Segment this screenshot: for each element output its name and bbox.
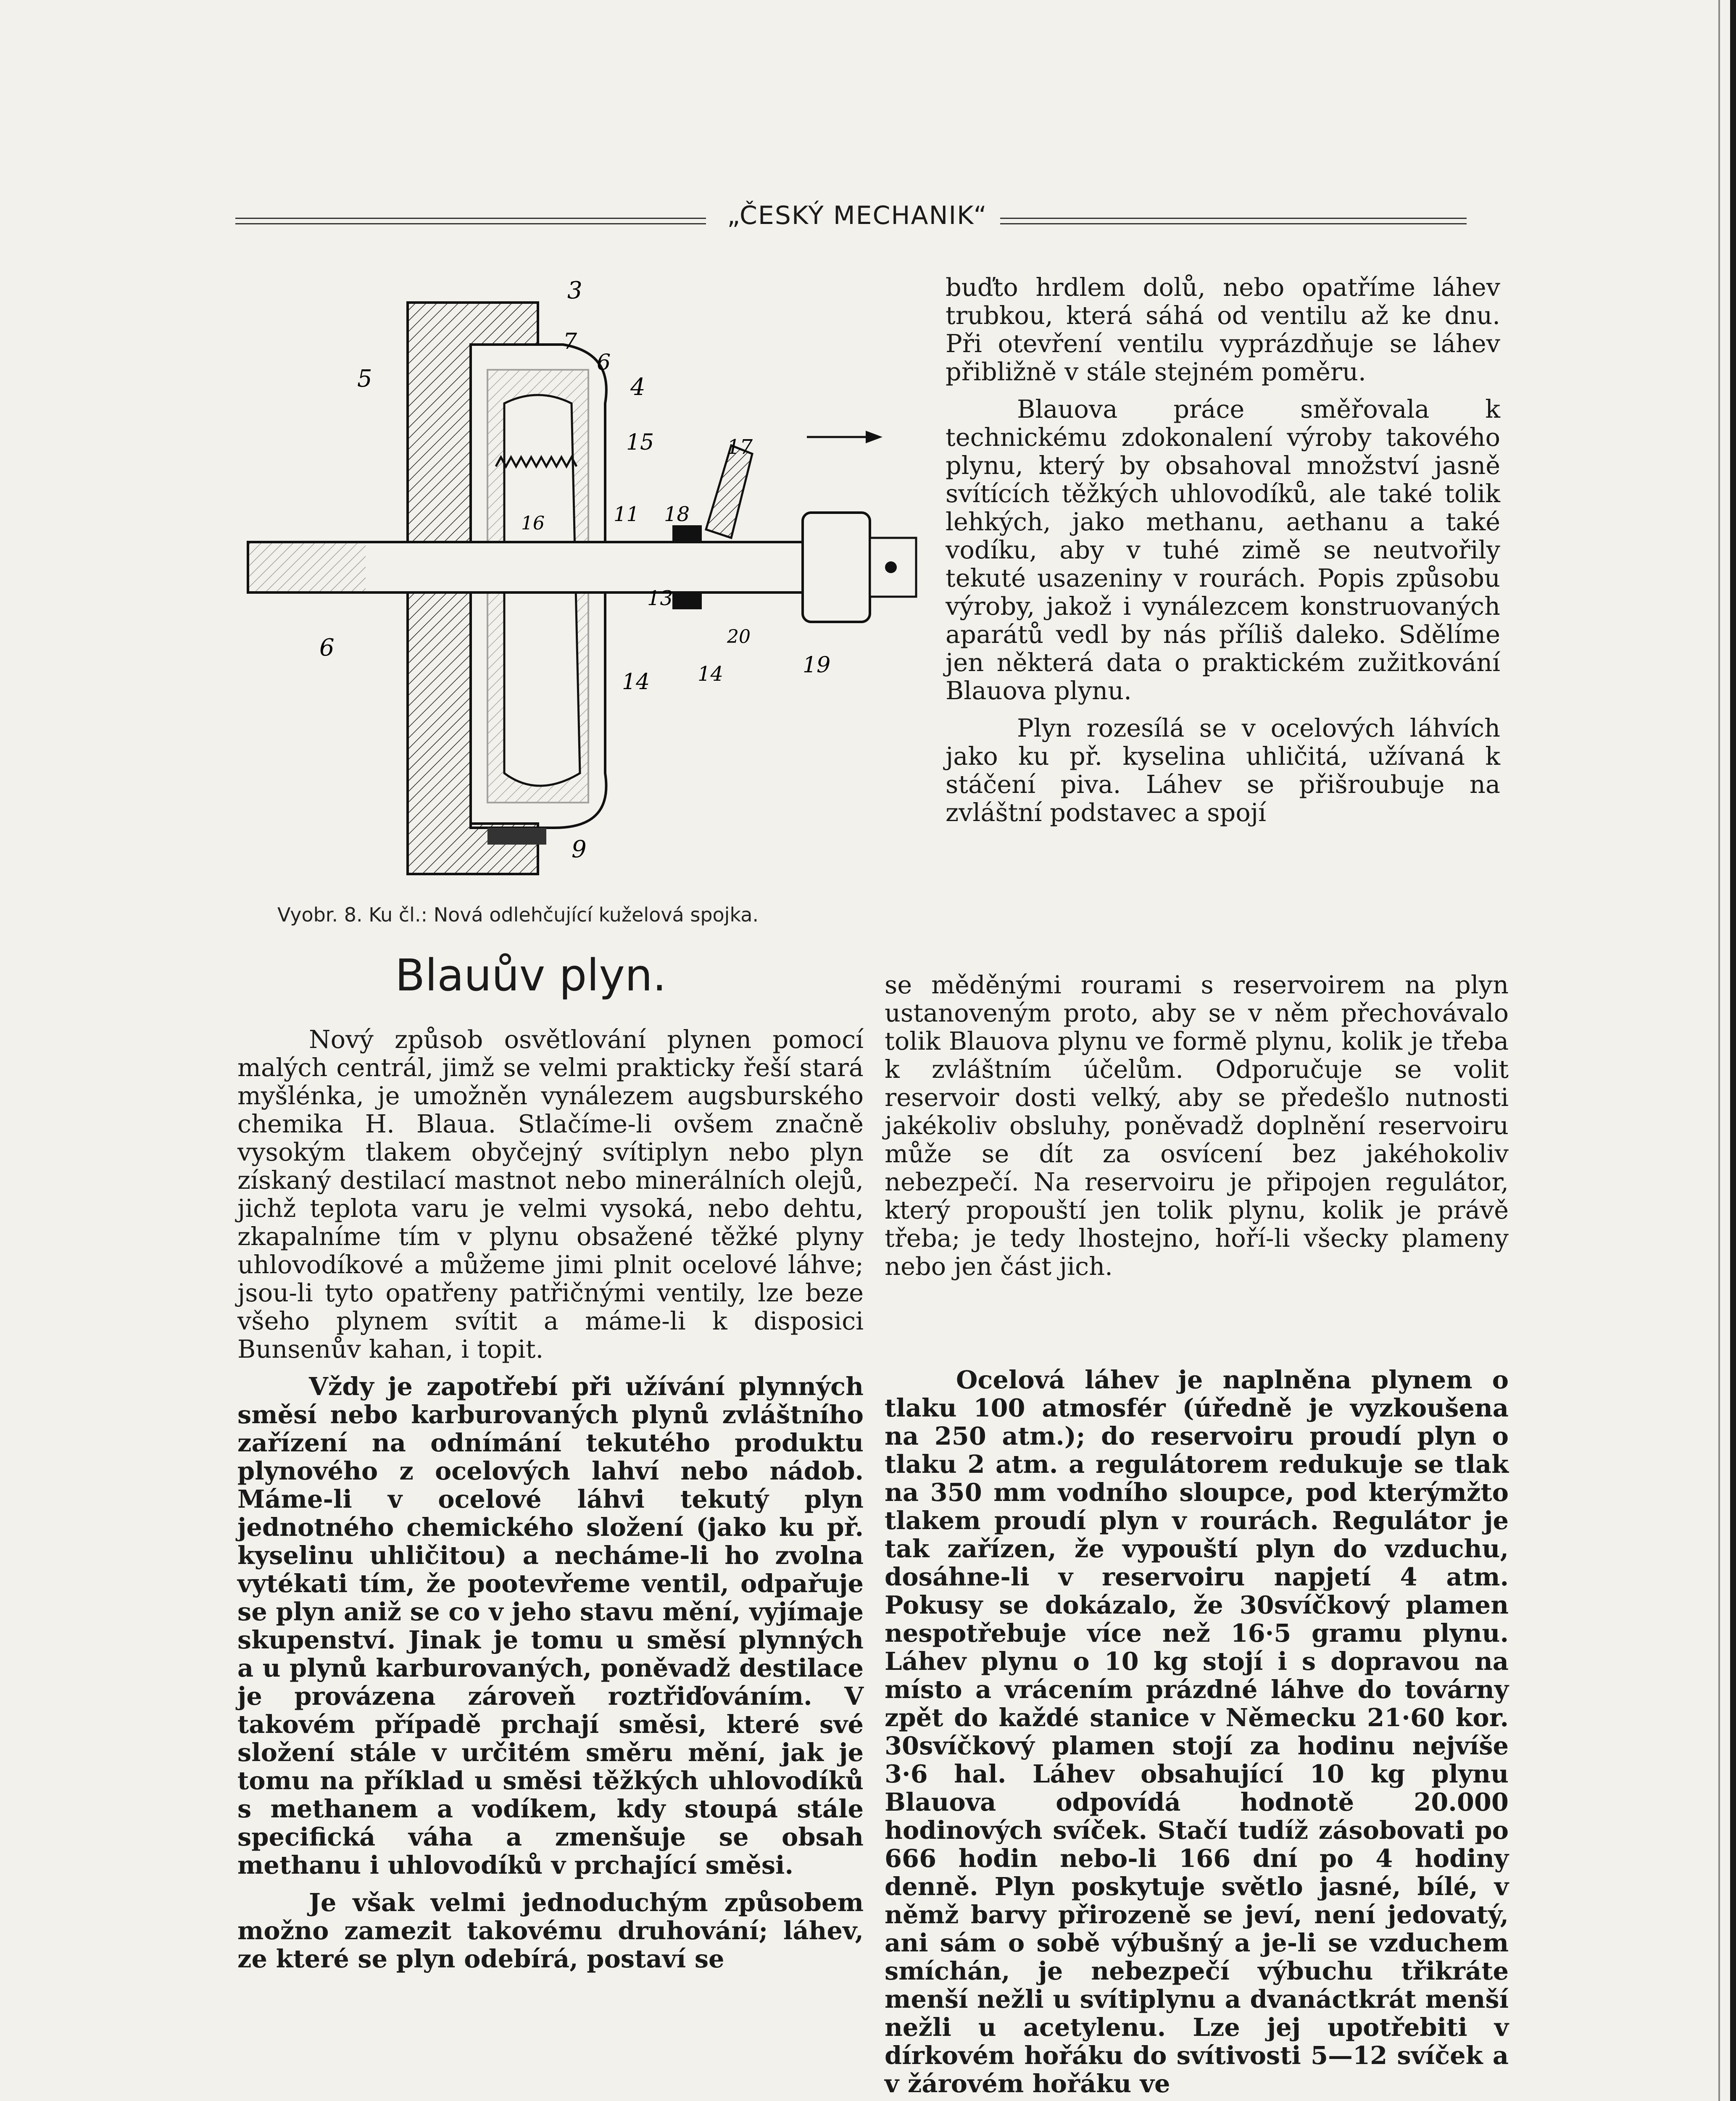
figure-label: 4 <box>630 374 645 401</box>
right-column-middle <box>885 971 1509 1280</box>
figure-label: 7 <box>563 329 577 354</box>
figure-label: 16 <box>521 513 545 534</box>
arrow-icon <box>866 431 882 443</box>
scan-edge-right <box>1730 0 1736 2101</box>
figure-label: 17 <box>727 435 753 459</box>
clutch-diagram <box>235 269 925 891</box>
right-column-bottom <box>885 1366 1509 2098</box>
figure-caption: Vyobr. 8. Ku čl.: Nová odlehčující kuželová spojka. <box>277 903 759 926</box>
paragraph: se měděnými rourami s reservoirem na plyn ustanoveným proto, aby se v něm přechovávalo tolik Blauova plynu ve formě plynu, kolik je třeba k zvláštním účelům. Odporučuje se volit reservoir dosti velký, aby se předešlo nutnosti jakékoliv obsluhy, poněvadž doplnění reservoiru může se dít za osvícení bez jakéhokoliv nebezpečí. Na reservoiru je připojen regulátor, který propouští jen tolik plynu, kolik je právě třeba; je tedy lhostejno, hoří-li všecky plameny nebo jen část jich. <box>885 970 1509 1281</box>
figure-label: 14 <box>622 669 650 695</box>
figure-label: 15 <box>626 430 654 455</box>
lever <box>706 445 752 538</box>
running-header <box>235 197 1467 243</box>
figure-label: 6 <box>597 350 611 375</box>
header-rule-right <box>1000 218 1467 224</box>
clutch-drawing <box>235 269 925 891</box>
paragraph: Nový způsob osvětlování plynen pomocí malých centrál, jimž se velmi prakticky řeší stará myšlénka, je umožněn vynálezem augsburského chemika H. Blaua. Stlačíme-li ovšem značně vysokým tlakem obyčejný svítiplyn nebo plyn získaný destilací mastnot nebo minerálních olejů, jichž teplota varu je velmi vysoká, nebo dehtu, zkapalníme tím v plynu obsažené těžké plyny uhlovodíkové a můžeme jimi plnit ocelové láhve; jsou-li tyto opatřeny patřičnými ventily, lze beze všeho plynem svítit a máme-li k disposici Bunsenův kahan, i topit. <box>237 1025 864 1364</box>
paragraph: Plyn rozesílá se v ocelových láhvích jako ku př. kyselina uhličitá, užívaná k stáčení piva. Láhev se přišroubuje na zvláštní podstavec a spojí <box>946 713 1500 827</box>
figure-label: 19 <box>803 653 831 678</box>
figure-label: 20 <box>727 626 751 648</box>
figure-label: 9 <box>572 836 587 863</box>
figure-label: 13 <box>647 587 673 610</box>
right-column-top <box>946 273 1500 827</box>
hub <box>803 513 870 622</box>
header-rule-left <box>235 218 706 224</box>
left-column <box>237 1025 864 1973</box>
figure-label: 18 <box>664 503 690 526</box>
paragraph: buďto hrdlem dolů, nebo opatříme láhev trubkou, která sáhá od ventilu až ke dnu. Při otevření ventilu vyprázdňuje se láhev přibližně v stále stejném poměru. <box>946 273 1500 386</box>
scan-edge-line <box>1718 0 1720 2101</box>
paragraph: Ocelová láhev je naplněna plynem o tlaku 100 atmosfér (úředně je vyzkoušena na 250 atm.); do reservoiru proudí plyn o tlaku 2 atm. a regulátorem redukuje se tlak na 350 mm vodního sloupce, pod kterýmžto tlakem proudí plyn v rourách. Regulátor je tak zařízen, že vypouští plyn do vzduchu, dosáhne-li v reservoiru napjetí 4 atm. Pokusy se dokázalo, že 30svíčkový plamen nespotřebuje více než 16·5 gramu plynu. Láhev plynu o 10 kg stojí i s dopravou na místo a vrácením prázdné láhve do továrny zpět do každé stanice v Německu 21·60 kor. 30svíčkový plamen stojí za hodinu nejvíše 3·6 hal. Láhev obsahující 10 kg plynu Blauova odpovídá hodnotě 20.000 hodinových svíček. Stačí tudíž zásobovati po 666 hodin nebo-li 166 dní po 4 hodiny denně. Plyn poskytuje světlo jasné, bílé, v němž barvy přirozeně se jeví, není jedovatý, ani sám o sobě výbušný a je-li se vzduchem smíchán, je nebezpečí výbuchu třikráte menší nežli u svítiplynu a dvanáctkrát menší nežli u acetylenu. Lze jej upotřebiti v dírkovém hořáku do svítivosti 5—12 svíček a v žárovém hořáku ve <box>885 1365 1509 2098</box>
figure-label: 6 <box>319 634 335 661</box>
journal-title: „ČESKÝ MECHANIK“ <box>727 201 988 230</box>
paragraph: Blauova práce směřovala k technickému zdokonalení výroby takového plynu, který by obsahoval množství jasně svítících těžkých uhlovodíků, ale také tolik lehkých, jako methanu, aethanu a také vodíku, aby v tuhé zimě se neutvořily tekuté usazeniny v rourách. Popis způsobu výroby, jakož i vynálezcem konstruovaných aparátů vedl by nás příliš daleko. Sdělíme jen některá data o praktickém zužitkování Blauova plynu. <box>946 395 1500 705</box>
article-title: Blauův plyn. <box>395 950 666 1001</box>
figure-label: 14 <box>698 662 724 686</box>
paragraph: Vždy je zapotřebí při užívání plynných směsí nebo karburovaných plynů zvláštního zařízení na odnímání tekutého produktu plynového z ocelových lahví nebo nádob. Máme-li v ocelové láhvi tekutý plyn jednotného chemického složení (jako ku př. kyselinu uhličitou) a necháme-li ho zvolna vytékati tím, že pootevřeme ventil, odpařuje se plyn aniž se co v jeho stavu mění, vyjímaje skupenství. Jinak je tomu u směsí plynných a u plynů karburovaných, poněvadž destilace je provázena zároveň roztřiďováním. V takovém případě prchají směsi, které své složení stále v určitém směru mění, jak je tomu na příklad u směsi těžkých uhlovodíků s methanem a vodíkem, kdy stoupá stále specifická váha a zmenšuje se obsah methanu i uhlovodíků v prchající směsi. <box>237 1372 864 1880</box>
figure-label: 5 <box>357 365 372 392</box>
paragraph: Je však velmi jednoduchým způsobem možno zamezit takovému druhování; láhev, ze které se plyn odebírá, postaví se <box>237 1888 864 1973</box>
figure-label: 11 <box>614 503 640 526</box>
figure-label: 3 <box>567 277 582 304</box>
